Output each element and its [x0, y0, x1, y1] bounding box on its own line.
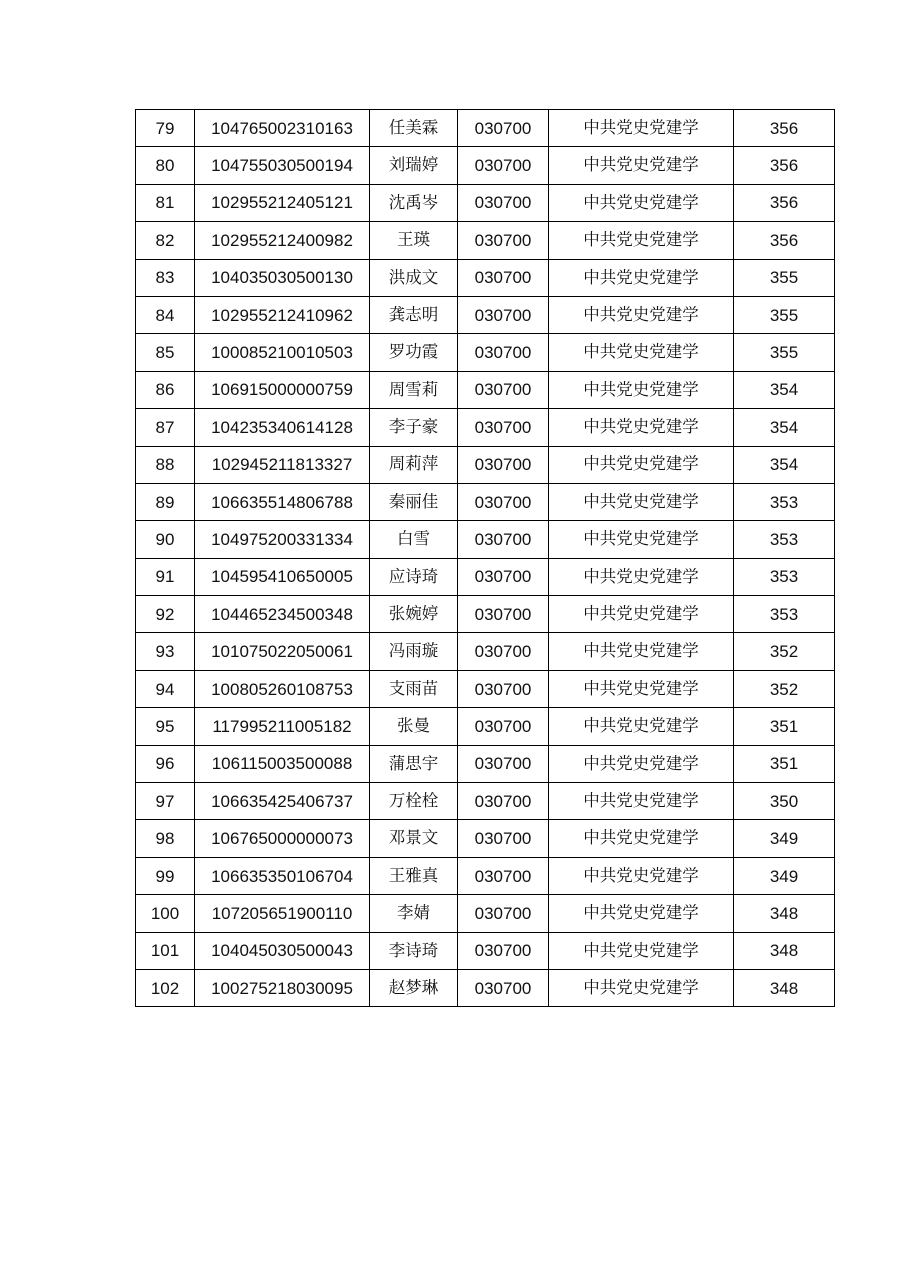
row-number-cell: 102: [136, 969, 195, 1006]
major-code-cell: 030700: [458, 334, 549, 371]
major-code-cell: 030700: [458, 708, 549, 745]
table-row: [136, 895, 835, 932]
major-code-cell: 030700: [458, 259, 549, 296]
major-name-cell: 中共党史党建学: [549, 895, 734, 932]
table-row: [136, 521, 835, 558]
major-name-cell: 中共党史党建学: [549, 222, 734, 259]
major-code-cell: 030700: [458, 184, 549, 221]
row-number-cell: 87: [136, 409, 195, 446]
major-name-cell: 中共党史党建学: [549, 633, 734, 670]
exam-id-cell: 104975200331334: [195, 521, 370, 558]
major-code-cell: 030700: [458, 670, 549, 707]
candidate-name-cell: 李婧: [370, 895, 458, 932]
candidate-name-cell: 刘瑞婷: [370, 147, 458, 184]
exam-id-cell: 104035030500130: [195, 259, 370, 296]
candidate-name-cell: 邓景文: [370, 820, 458, 857]
exam-id-cell: 101075022050061: [195, 633, 370, 670]
candidate-name-cell: 秦丽佳: [370, 483, 458, 520]
major-code-cell: 030700: [458, 932, 549, 969]
row-number-cell: 83: [136, 259, 195, 296]
row-number-cell: 80: [136, 147, 195, 184]
exam-id-cell: 102945211813327: [195, 446, 370, 483]
major-code-cell: 030700: [458, 783, 549, 820]
candidate-name-cell: 周雪莉: [370, 371, 458, 408]
candidate-name-cell: 应诗琦: [370, 558, 458, 595]
exam-id-cell: 100275218030095: [195, 969, 370, 1006]
exam-id-cell: 102955212410962: [195, 296, 370, 333]
major-name-cell: 中共党史党建学: [549, 558, 734, 595]
row-number-cell: 99: [136, 857, 195, 894]
major-name-cell: 中共党史党建学: [549, 708, 734, 745]
major-name-cell: 中共党史党建学: [549, 745, 734, 782]
major-code-cell: 030700: [458, 110, 549, 147]
score-cell: 351: [734, 745, 835, 782]
exam-id-cell: 117995211005182: [195, 708, 370, 745]
major-code-cell: 030700: [458, 820, 549, 857]
exam-id-cell: 106635350106704: [195, 857, 370, 894]
candidate-name-cell: 李诗琦: [370, 932, 458, 969]
exam-id-cell: 104045030500043: [195, 932, 370, 969]
table-row: [136, 296, 835, 333]
table-row: [136, 483, 835, 520]
candidate-name-cell: 蒲思宇: [370, 745, 458, 782]
table-row: [136, 596, 835, 633]
exam-id-cell: 104765002310163: [195, 110, 370, 147]
major-code-cell: 030700: [458, 895, 549, 932]
score-cell: 355: [734, 296, 835, 333]
score-cell: 350: [734, 783, 835, 820]
major-code-cell: 030700: [458, 296, 549, 333]
major-code-cell: 030700: [458, 409, 549, 446]
candidate-name-cell: 李子豪: [370, 409, 458, 446]
exam-id-cell: 106115003500088: [195, 745, 370, 782]
score-cell: 352: [734, 633, 835, 670]
major-code-cell: 030700: [458, 371, 549, 408]
candidate-name-cell: 任美霖: [370, 110, 458, 147]
major-code-cell: 030700: [458, 857, 549, 894]
major-name-cell: 中共党史党建学: [549, 371, 734, 408]
table-row: [136, 820, 835, 857]
table-row: [136, 932, 835, 969]
table-body: [136, 110, 835, 1007]
exam-id-cell: 102955212400982: [195, 222, 370, 259]
score-cell: 356: [734, 147, 835, 184]
major-name-cell: 中共党史党建学: [549, 334, 734, 371]
major-name-cell: 中共党史党建学: [549, 521, 734, 558]
row-number-cell: 79: [136, 110, 195, 147]
major-name-cell: 中共党史党建学: [549, 259, 734, 296]
table-row: [136, 969, 835, 1006]
score-cell: 352: [734, 670, 835, 707]
candidate-name-cell: 支雨苗: [370, 670, 458, 707]
score-cell: 356: [734, 110, 835, 147]
major-name-cell: 中共党史党建学: [549, 932, 734, 969]
score-cell: 353: [734, 483, 835, 520]
candidate-name-cell: 王瑛: [370, 222, 458, 259]
major-name-cell: 中共党史党建学: [549, 147, 734, 184]
table-row: [136, 110, 835, 147]
candidate-name-cell: 白雪: [370, 521, 458, 558]
exam-id-cell: 106635514806788: [195, 483, 370, 520]
table-row: [136, 259, 835, 296]
row-number-cell: 85: [136, 334, 195, 371]
table-row: [136, 783, 835, 820]
score-cell: 349: [734, 820, 835, 857]
table-row: [136, 371, 835, 408]
candidate-name-cell: 龚志明: [370, 296, 458, 333]
candidate-name-cell: 沈禹岑: [370, 184, 458, 221]
major-name-cell: 中共党史党建学: [549, 969, 734, 1006]
row-number-cell: 89: [136, 483, 195, 520]
exam-id-cell: 107205651900110: [195, 895, 370, 932]
row-number-cell: 82: [136, 222, 195, 259]
major-name-cell: 中共党史党建学: [549, 110, 734, 147]
score-cell: 353: [734, 521, 835, 558]
major-name-cell: 中共党史党建学: [549, 670, 734, 707]
candidate-score-table: [135, 109, 835, 1007]
score-cell: 356: [734, 222, 835, 259]
table-row: [136, 670, 835, 707]
major-name-cell: 中共党史党建学: [549, 184, 734, 221]
row-number-cell: 92: [136, 596, 195, 633]
candidate-name-cell: 周莉萍: [370, 446, 458, 483]
exam-id-cell: 104595410650005: [195, 558, 370, 595]
candidate-name-cell: 罗功霞: [370, 334, 458, 371]
score-cell: 353: [734, 558, 835, 595]
major-name-cell: 中共党史党建学: [549, 783, 734, 820]
table-row: [136, 558, 835, 595]
exam-id-cell: 102955212405121: [195, 184, 370, 221]
major-code-cell: 030700: [458, 446, 549, 483]
row-number-cell: 95: [136, 708, 195, 745]
table-row: [136, 222, 835, 259]
score-cell: 353: [734, 596, 835, 633]
table-row: [136, 446, 835, 483]
score-cell: 351: [734, 708, 835, 745]
major-name-cell: 中共党史党建学: [549, 596, 734, 633]
row-number-cell: 91: [136, 558, 195, 595]
exam-id-cell: 100085210010503: [195, 334, 370, 371]
major-name-cell: 中共党史党建学: [549, 446, 734, 483]
candidate-name-cell: 张婉婷: [370, 596, 458, 633]
score-cell: 348: [734, 969, 835, 1006]
exam-id-cell: 104755030500194: [195, 147, 370, 184]
candidate-name-cell: 王雅真: [370, 857, 458, 894]
major-code-cell: 030700: [458, 222, 549, 259]
score-cell: 354: [734, 409, 835, 446]
score-cell: 348: [734, 895, 835, 932]
major-code-cell: 030700: [458, 745, 549, 782]
score-cell: 356: [734, 184, 835, 221]
major-code-cell: 030700: [458, 558, 549, 595]
major-code-cell: 030700: [458, 596, 549, 633]
row-number-cell: 96: [136, 745, 195, 782]
row-number-cell: 101: [136, 932, 195, 969]
table-row: [136, 334, 835, 371]
exam-id-cell: 106765000000073: [195, 820, 370, 857]
candidate-name-cell: 赵梦琳: [370, 969, 458, 1006]
row-number-cell: 84: [136, 296, 195, 333]
candidate-name-cell: 洪成文: [370, 259, 458, 296]
table-row: [136, 147, 835, 184]
score-cell: 354: [734, 446, 835, 483]
exam-id-cell: 104235340614128: [195, 409, 370, 446]
major-code-cell: 030700: [458, 969, 549, 1006]
row-number-cell: 86: [136, 371, 195, 408]
major-code-cell: 030700: [458, 147, 549, 184]
table-row: [136, 409, 835, 446]
score-cell: 354: [734, 371, 835, 408]
table-row: [136, 708, 835, 745]
row-number-cell: 100: [136, 895, 195, 932]
row-number-cell: 97: [136, 783, 195, 820]
row-number-cell: 81: [136, 184, 195, 221]
exam-id-cell: 104465234500348: [195, 596, 370, 633]
major-code-cell: 030700: [458, 633, 549, 670]
score-cell: 355: [734, 334, 835, 371]
table-row: [136, 857, 835, 894]
major-name-cell: 中共党史党建学: [549, 820, 734, 857]
table-row: [136, 633, 835, 670]
row-number-cell: 98: [136, 820, 195, 857]
candidate-name-cell: 张曼: [370, 708, 458, 745]
row-number-cell: 90: [136, 521, 195, 558]
exam-id-cell: 106915000000759: [195, 371, 370, 408]
major-name-cell: 中共党史党建学: [549, 296, 734, 333]
major-code-cell: 030700: [458, 521, 549, 558]
exam-id-cell: 106635425406737: [195, 783, 370, 820]
table-row: [136, 745, 835, 782]
major-name-cell: 中共党史党建学: [549, 483, 734, 520]
major-name-cell: 中共党史党建学: [549, 409, 734, 446]
score-cell: 349: [734, 857, 835, 894]
score-cell: 355: [734, 259, 835, 296]
candidate-name-cell: 冯雨璇: [370, 633, 458, 670]
table-row: [136, 184, 835, 221]
major-code-cell: 030700: [458, 483, 549, 520]
row-number-cell: 88: [136, 446, 195, 483]
major-name-cell: 中共党史党建学: [549, 857, 734, 894]
candidate-name-cell: 万栓栓: [370, 783, 458, 820]
row-number-cell: 94: [136, 670, 195, 707]
row-number-cell: 93: [136, 633, 195, 670]
score-cell: 348: [734, 932, 835, 969]
exam-id-cell: 100805260108753: [195, 670, 370, 707]
